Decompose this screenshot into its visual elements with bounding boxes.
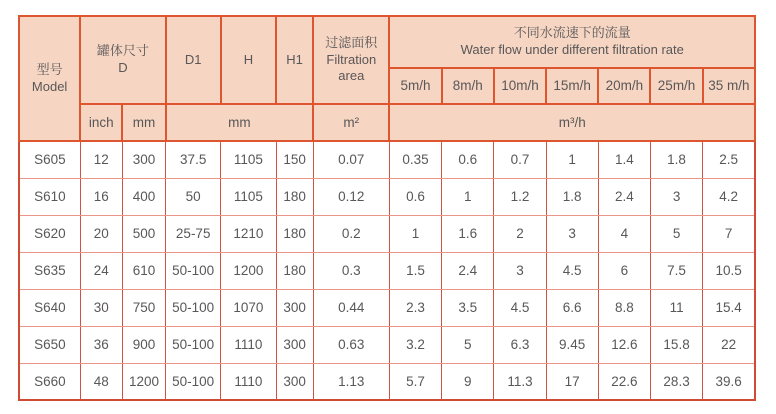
cell-flow-15: 17 [546, 363, 598, 400]
header-water-flow-en: Water flow under different filtration rate [460, 42, 684, 57]
cell-area: 0.2 [313, 215, 389, 252]
cell-flow-5: 1 [389, 215, 441, 252]
cell-flow-25: 15.8 [650, 326, 702, 363]
cell-h1: 300 [276, 326, 313, 363]
cell-model: S605 [19, 141, 80, 178]
table-header [19, 16, 755, 141]
cell-model: S660 [19, 363, 80, 400]
cell-area: 0.3 [313, 252, 389, 289]
cell-flow-35: 22 [703, 326, 755, 363]
cell-flow-10: 0.7 [494, 141, 546, 178]
cell-inch: 48 [80, 363, 122, 400]
cell-flow-25: 1.8 [650, 141, 702, 178]
unit-area-m2: m² [313, 104, 389, 141]
cell-model: S650 [19, 326, 80, 363]
filter-spec-table [18, 15, 756, 401]
cell-area: 0.12 [313, 178, 389, 215]
cell-mm: 610 [122, 252, 165, 289]
cell-h: 1070 [221, 289, 276, 326]
table-row-S635 [19, 252, 755, 289]
unit-flow-m3h: m³/h [389, 104, 755, 141]
cell-flow-25: 11 [650, 289, 702, 326]
header-model-en: Model [31, 78, 68, 94]
cell-inch: 16 [80, 178, 122, 215]
header-flow-rate-15m/h: 15m/h [546, 68, 598, 104]
header-tank-size [80, 16, 165, 104]
cell-flow-15: 1 [546, 141, 598, 178]
cell-d1: 25-75 [166, 215, 221, 252]
cell-flow-10: 1.2 [494, 178, 546, 215]
cell-flow-5: 2.3 [389, 289, 441, 326]
cell-flow-10: 2 [494, 215, 546, 252]
cell-h: 1110 [221, 326, 276, 363]
cell-flow-10: 6.3 [494, 326, 546, 363]
cell-flow-8: 5 [442, 326, 494, 363]
cell-model: S640 [19, 289, 80, 326]
header-filtration-zh: 过滤面积 [325, 34, 378, 50]
cell-flow-8: 3.5 [442, 289, 494, 326]
cell-flow-20: 22.6 [598, 363, 650, 400]
table-row-S620 [19, 215, 755, 252]
header-flow-rate-20m/h: 20m/h [598, 68, 650, 104]
cell-model: S610 [19, 178, 80, 215]
cell-h: 1110 [221, 363, 276, 400]
cell-h1: 150 [276, 141, 313, 178]
cell-inch: 12 [80, 141, 122, 178]
cell-d1: 50 [166, 178, 221, 215]
cell-flow-35: 4.2 [703, 178, 755, 215]
cell-flow-8: 9 [442, 363, 494, 400]
header-h: H [221, 16, 276, 104]
cell-flow-25: 7.5 [650, 252, 702, 289]
table-row-S660 [19, 363, 755, 400]
table-row-S610 [19, 178, 755, 215]
table-row-S640 [19, 289, 755, 326]
table-body [19, 141, 755, 400]
cell-flow-8: 2.4 [442, 252, 494, 289]
cell-flow-25: 5 [650, 215, 702, 252]
cell-flow-8: 1 [442, 178, 494, 215]
header-model [19, 16, 80, 141]
header-water-flow [389, 16, 755, 68]
header-flow-rate-35m/h: 35 m/h [703, 68, 755, 104]
header-tank-zh: 罐体尺寸 [96, 43, 149, 59]
cell-flow-15: 1.8 [546, 178, 598, 215]
cell-inch: 20 [80, 215, 122, 252]
cell-inch: 30 [80, 289, 122, 326]
cell-area: 1.13 [313, 363, 389, 400]
cell-mm: 500 [122, 215, 165, 252]
cell-h: 1210 [221, 215, 276, 252]
cell-h: 1200 [221, 252, 276, 289]
cell-area: 0.63 [313, 326, 389, 363]
cell-d1: 50-100 [166, 326, 221, 363]
cell-model: S635 [19, 252, 80, 289]
header-row-units [19, 104, 755, 141]
cell-flow-20: 1.4 [598, 141, 650, 178]
cell-flow-5: 0.6 [389, 178, 441, 215]
cell-flow-5: 0.35 [389, 141, 441, 178]
cell-flow-35: 10.5 [703, 252, 755, 289]
cell-flow-20: 2.4 [598, 178, 650, 215]
cell-flow-20: 12.6 [598, 326, 650, 363]
cell-flow-35: 39.6 [703, 363, 755, 400]
unit-mm-d: mm [122, 104, 165, 141]
cell-h1: 300 [276, 363, 313, 400]
cell-flow-10: 4.5 [494, 289, 546, 326]
header-model-zh: 型号 [36, 61, 63, 77]
table-row-S605 [19, 141, 755, 178]
cell-h1: 300 [276, 289, 313, 326]
header-tank-d: D [118, 60, 128, 75]
cell-flow-20: 8.8 [598, 289, 650, 326]
header-flow-rate-10m/h: 10m/h [494, 68, 546, 104]
unit-mm-dims: mm [166, 104, 314, 141]
cell-flow-8: 1.6 [442, 215, 494, 252]
cell-flow-20: 6 [598, 252, 650, 289]
cell-mm: 900 [122, 326, 165, 363]
header-h1: H1 [276, 16, 313, 104]
cell-flow-15: 3 [546, 215, 598, 252]
header-filtration-area [313, 16, 389, 104]
cell-flow-25: 3 [650, 178, 702, 215]
cell-flow-15: 6.6 [546, 289, 598, 326]
cell-area: 0.44 [313, 289, 389, 326]
unit-inch: inch [80, 104, 122, 141]
cell-flow-10: 11.3 [494, 363, 546, 400]
cell-h: 1105 [221, 141, 276, 178]
cell-model: S620 [19, 215, 80, 252]
cell-mm: 300 [122, 141, 165, 178]
header-flow-rate-25m/h: 25m/h [650, 68, 702, 104]
cell-mm: 400 [122, 178, 165, 215]
cell-flow-25: 28.3 [650, 363, 702, 400]
cell-flow-15: 4.5 [546, 252, 598, 289]
header-filtration-en1: Filtration [326, 51, 377, 67]
header-water-flow-zh: 不同水流速下的流量 [513, 25, 631, 41]
cell-inch: 36 [80, 326, 122, 363]
cell-mm: 750 [122, 289, 165, 326]
header-d1: D1 [166, 16, 221, 104]
cell-area: 0.07 [313, 141, 389, 178]
header-flow-rate-8m/h: 8m/h [442, 68, 494, 104]
cell-d1: 37.5 [166, 141, 221, 178]
cell-flow-10: 3 [494, 252, 546, 289]
cell-flow-35: 2.5 [703, 141, 755, 178]
cell-flow-5: 3.2 [389, 326, 441, 363]
cell-h1: 180 [276, 215, 313, 252]
cell-h: 1105 [221, 178, 276, 215]
table-row-S650 [19, 326, 755, 363]
cell-h1: 180 [276, 252, 313, 289]
cell-flow-35: 7 [703, 215, 755, 252]
cell-flow-35: 15.4 [703, 289, 755, 326]
cell-flow-20: 4 [598, 215, 650, 252]
cell-d1: 50-100 [166, 289, 221, 326]
header-flow-rate-5m/h: 5m/h [389, 68, 441, 104]
cell-flow-15: 9.45 [546, 326, 598, 363]
cell-flow-8: 0.6 [442, 141, 494, 178]
cell-d1: 50-100 [166, 363, 221, 400]
cell-flow-5: 1.5 [389, 252, 441, 289]
cell-mm: 1200 [122, 363, 165, 400]
cell-inch: 24 [80, 252, 122, 289]
cell-h1: 180 [276, 178, 313, 215]
cell-d1: 50-100 [166, 252, 221, 289]
cell-flow-5: 5.7 [389, 363, 441, 400]
header-row-main [19, 16, 755, 68]
header-filtration-en2: area [338, 68, 365, 84]
